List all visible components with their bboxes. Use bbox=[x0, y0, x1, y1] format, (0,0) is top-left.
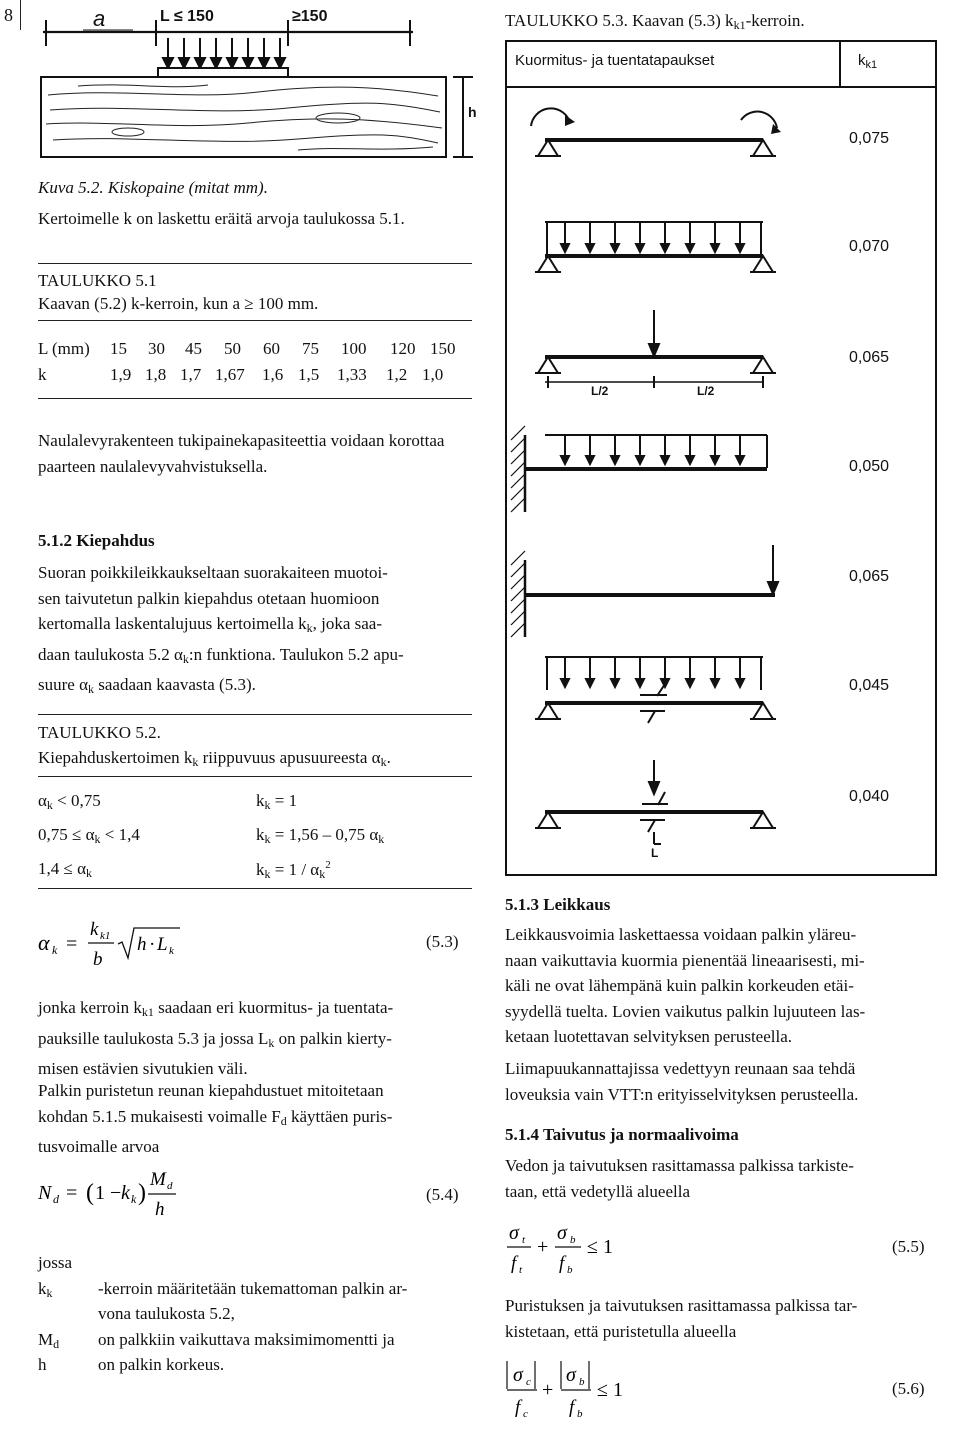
equation-5-5 bbox=[505, 1215, 705, 1280]
table51-cell: 1,67 bbox=[215, 365, 245, 384]
svg-text:f: f bbox=[511, 1253, 517, 1274]
table-row: $\alpha_k < 0,75$ $k_k = 1$ bbox=[38, 791, 298, 812]
naula-text: Naulalevyrakenteen tukipainekapasiteettia voidaan korottaa paarteen naulalevyvahvistuksella. bbox=[38, 431, 445, 476]
table51-cell: 1,9 bbox=[110, 365, 132, 384]
section-513-paragraph: Leikkausvoimia laskettaessa voidaan palkin yläreu- naan vaikuttavia kuormia pienentää lineaarisesti, mi- käli ne ovat lähempänä kuin palkin korkeuden etäi- syydellä tuelta. Lovien vaikutus palkin lujuuteen las- ketaan luotettavan selvityksen perusteella. bbox=[505, 925, 866, 1046]
equation-number-5-4: (5.4) bbox=[426, 1185, 459, 1204]
svg-text:1 −: 1 − bbox=[95, 1182, 122, 1204]
equation-number-5-5: (5.5) bbox=[892, 1237, 925, 1256]
table53-value: 0,045 bbox=[849, 677, 890, 694]
table51-cell: 1,0 bbox=[422, 365, 444, 384]
svg-text:f: f bbox=[559, 1253, 565, 1274]
table51-cell: 1,5 bbox=[298, 365, 320, 384]
svg-text:t: t bbox=[522, 1234, 526, 1246]
paragraph-jonka: jonka kerroin $k_{k1}$ saadaan eri kuormitus- ja tuentata- pauksille taulukosta 5.3 ja jossa $L_k$ on palkin kierty- misen estävien sivutukien väli. bbox=[38, 998, 394, 1078]
svg-text:(: ( bbox=[86, 1180, 94, 1206]
table53-value: 0,040 bbox=[849, 788, 890, 805]
section-514-paragraph-2: Puristuksen ja taivutuksen rasittamassa palkissa tar- kistetaan, että puristetulla alueella bbox=[505, 1296, 858, 1341]
svg-text:≤ 1: ≤ 1 bbox=[597, 1379, 623, 1401]
section-512-heading: 5.1.2 Kiepahdus bbox=[38, 531, 155, 550]
table53-header-right: $k_{k1}$ bbox=[858, 52, 878, 71]
svg-text:≤ 1: ≤ 1 bbox=[587, 1236, 613, 1258]
rule bbox=[38, 398, 472, 399]
svg-text:k: k bbox=[52, 943, 58, 957]
dim-label-ge150: ≥150 bbox=[292, 8, 328, 25]
table51-L-label: L (mm) bbox=[38, 339, 90, 358]
table51-cell: 1,2 bbox=[386, 365, 408, 384]
section-512-paragraph bbox=[38, 560, 478, 703]
margin-line bbox=[20, 0, 21, 30]
rule bbox=[38, 263, 472, 264]
table53-value: 0,065 bbox=[849, 568, 890, 585]
para-line: Suoran poikkileikkaukseltaan suorakaiteen muotoi- bbox=[38, 563, 388, 582]
intro-text: Kertoimelle k on laskettu eräitä arvoja taulukossa 5.1. bbox=[38, 209, 405, 228]
svg-text:k: k bbox=[90, 919, 99, 940]
table51-cell: 50 bbox=[224, 339, 241, 358]
svg-text:=: = bbox=[66, 1182, 78, 1204]
span-label: L bbox=[651, 846, 659, 860]
table53-box bbox=[505, 40, 937, 876]
svg-text:h: h bbox=[155, 1199, 165, 1220]
svg-text:): ) bbox=[138, 1180, 146, 1206]
table51-cell: 150 bbox=[430, 339, 456, 358]
svg-text:f: f bbox=[515, 1397, 521, 1418]
svg-text:b: b bbox=[577, 1408, 583, 1420]
defs-jossa: jossa bbox=[38, 1253, 72, 1272]
section-513-heading: 5.1.3 Leikkaus bbox=[505, 895, 611, 914]
table-row: $1,4 \le \alpha_k$ $k_k = 1 / \alpha_k^2$ bbox=[38, 858, 331, 881]
svg-text:+: + bbox=[537, 1236, 549, 1258]
figure-caption: Kuva 5.2. Kiskopaine (mitat mm). bbox=[38, 178, 268, 197]
svg-text:d: d bbox=[53, 1192, 59, 1206]
table51-title: TAULUKKO 5.1 bbox=[38, 271, 157, 290]
definitions-list bbox=[38, 1276, 478, 1377]
table52-title: TAULUKKO 5.2. bbox=[38, 723, 161, 742]
para-line: daan taulukosta 5.2 $\alpha_k:n$ funktiona. Taulukon 5.2 apu- bbox=[38, 644, 404, 666]
table53-value: 0,050 bbox=[849, 458, 890, 475]
svg-text:k: k bbox=[121, 1182, 130, 1204]
table51-cell: 60 bbox=[263, 339, 280, 358]
paragraph-palkin: Palkin puristetun reunan kiepahdustuet mitoitetaan kohdan 5.1.5 mukaisesti voimalle $F_d$ käyttäen puris- tusvoimalle arvoa bbox=[38, 1081, 393, 1156]
table51-subtitle: Kaavan (5.2) k-kerroin, kun a ≥ 100 mm. bbox=[38, 294, 319, 313]
equation-5-3 bbox=[38, 910, 288, 975]
dim-label-h: h bbox=[468, 104, 477, 120]
equation-number-5-6: (5.6) bbox=[892, 1379, 925, 1398]
svg-text:h: h bbox=[137, 934, 147, 955]
equation-5-6 bbox=[505, 1353, 705, 1423]
span-label: L/2 bbox=[591, 384, 609, 398]
table52 bbox=[38, 785, 384, 887]
rule bbox=[38, 776, 472, 777]
section-514-heading: 5.1.4 Taivutus ja normaalivoima bbox=[505, 1125, 739, 1144]
para-line: kertomalla laskentalujuus kertoimella $k_k$, joka saa- bbox=[38, 614, 383, 635]
table53-title: TAULUKKO 5.3. Kaavan (5.3) $k_{k1}$-kerroin. bbox=[505, 11, 805, 32]
svg-text:σ: σ bbox=[557, 1222, 567, 1244]
svg-text:k1: k1 bbox=[100, 930, 111, 942]
svg-text:k: k bbox=[131, 1192, 137, 1206]
svg-text:c: c bbox=[523, 1408, 528, 1420]
table51-cell: 1,8 bbox=[145, 365, 167, 384]
table51-cell: 100 bbox=[341, 339, 367, 358]
svg-text:b: b bbox=[570, 1234, 576, 1246]
svg-text:b: b bbox=[93, 949, 103, 970]
table51-cell: 1,6 bbox=[262, 365, 284, 384]
svg-text:c: c bbox=[526, 1376, 531, 1388]
figure-kiskopaine bbox=[38, 0, 478, 170]
svg-text:·: · bbox=[149, 934, 156, 955]
svg-text:+: + bbox=[542, 1379, 554, 1401]
dim-label-L: L ≤ 150 bbox=[160, 8, 214, 25]
svg-text:L: L bbox=[157, 934, 168, 955]
definition-item: $M_d$ on palkkiin vaikuttava maksimimomentti ja bbox=[38, 1330, 395, 1351]
svg-text:σ: σ bbox=[566, 1364, 576, 1386]
svg-text:=: = bbox=[66, 933, 78, 955]
table53-value: 0,070 bbox=[849, 238, 890, 255]
dim-label-a: a bbox=[93, 6, 106, 31]
equation-5-4 bbox=[38, 1163, 288, 1228]
svg-text:σ: σ bbox=[509, 1222, 519, 1244]
svg-text:σ: σ bbox=[513, 1364, 523, 1386]
svg-text:b: b bbox=[567, 1264, 573, 1276]
table51-k-label: k bbox=[38, 365, 47, 384]
rule bbox=[38, 714, 472, 715]
section-514-paragraph: Vedon ja taivutuksen rasittamassa palkissa tarkiste- taan, että vedetyllä alueella bbox=[505, 1156, 854, 1201]
span-label: L/2 bbox=[697, 384, 715, 398]
svg-text:t: t bbox=[519, 1264, 523, 1276]
svg-text:M: M bbox=[150, 1169, 166, 1190]
table51-cell: 120 bbox=[390, 339, 416, 358]
para-line: sen taivutetun palkin kiepahdus otetaan huomioon bbox=[38, 588, 380, 608]
svg-text:k: k bbox=[169, 945, 174, 957]
table53-header-left: Kuormitus- ja tuentatapaukset bbox=[515, 52, 715, 69]
para-line: suure $\alpha_k$ saadaan kaavasta (5.3). bbox=[38, 675, 256, 696]
page-number: 8 bbox=[4, 5, 13, 25]
table-row: $0,75 \le \alpha_k < 1,4$ $k_k = 1,56 - 0,75$ $\alpha_k$ bbox=[38, 825, 385, 846]
definition-item: $k_k$ -kerroin määritetään tukemattoman palkin ar- vona taulukosta 5.2, bbox=[38, 1279, 408, 1323]
definition-item: h on palkin korkeus. bbox=[38, 1355, 225, 1374]
table52-subtitle: Kiepahduskertoimen $k_k$ riippuvuus apusuureesta $\alpha_k$. bbox=[38, 748, 391, 769]
table51-cell: 75 bbox=[302, 339, 319, 358]
table51-cell: 45 bbox=[185, 339, 202, 358]
equation-number-5-3: (5.3) bbox=[426, 932, 459, 951]
svg-text:d: d bbox=[167, 1180, 173, 1192]
svg-text:N: N bbox=[38, 1182, 52, 1204]
section-513-paragraph-2: Liimapuukannattajissa vedettyyn reunaan saa tehdä loveuksia vain VTT:n erityisselvityksen perusteella. bbox=[505, 1059, 859, 1104]
rule bbox=[38, 320, 472, 321]
svg-text:b: b bbox=[579, 1376, 585, 1388]
table51-cell: 15 bbox=[110, 339, 127, 358]
rule bbox=[38, 888, 472, 889]
table53-value: 0,075 bbox=[849, 130, 890, 147]
table51-cell: 1,7 bbox=[180, 365, 202, 384]
table51-cell: 30 bbox=[148, 339, 165, 358]
table51-cell: 1,33 bbox=[337, 365, 367, 384]
svg-text:f: f bbox=[569, 1397, 575, 1418]
svg-text:α: α bbox=[38, 930, 50, 955]
table53-value: 0,065 bbox=[849, 349, 890, 366]
